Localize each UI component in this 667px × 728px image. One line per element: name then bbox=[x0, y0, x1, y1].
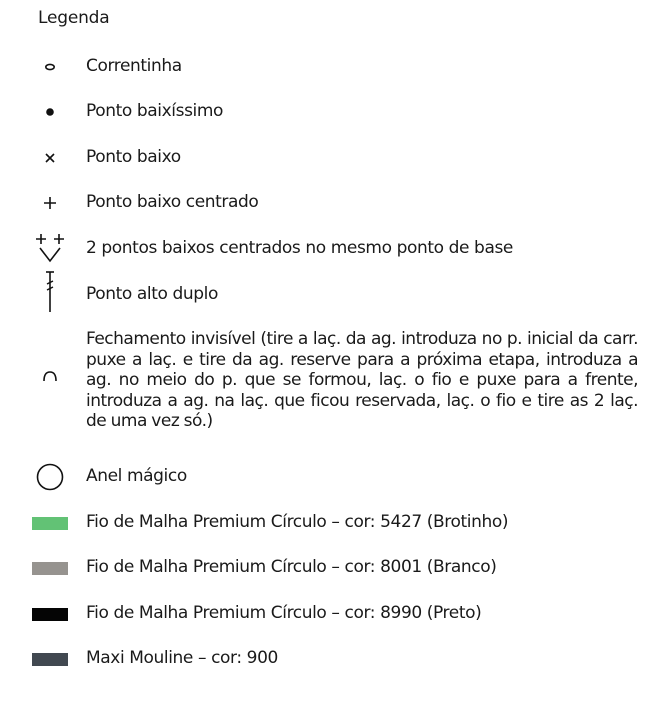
legend-color-green bbox=[0, 512, 667, 534]
legend-color-dark-slate bbox=[0, 648, 667, 670]
legend-item-label: Correntinha bbox=[86, 56, 182, 76]
chain-stitch-icon bbox=[26, 56, 74, 78]
legend-title: Legenda bbox=[38, 8, 110, 28]
slip-stitch-icon bbox=[26, 101, 74, 123]
legend-item-slip-stitch bbox=[0, 101, 667, 123]
legend-item-label: Anel mágico bbox=[86, 466, 187, 486]
color-swatch bbox=[32, 517, 68, 530]
legend-item-increase bbox=[0, 232, 667, 264]
magic-ring-icon bbox=[26, 462, 74, 492]
color-swatch bbox=[32, 608, 68, 621]
legend-item-magic-ring bbox=[0, 462, 667, 492]
legend-color-black bbox=[0, 603, 667, 625]
legend-color-label: Maxi Mouline – cor: 900 bbox=[86, 648, 278, 668]
legend-item-label: Ponto baixíssimo bbox=[86, 101, 224, 121]
color-swatch bbox=[32, 653, 68, 666]
legend-color-label: Fio de Malha Premium Círculo – cor: 8001 (Branco) bbox=[86, 557, 497, 577]
legend-color-label: Fio de Malha Premium Círculo – cor: 5427 (Brotinho) bbox=[86, 512, 509, 532]
legend-item-label: Ponto alto duplo bbox=[86, 284, 218, 304]
double-treble-crochet-icon bbox=[26, 270, 74, 314]
legend-item-single-crochet bbox=[0, 147, 667, 169]
centered-single-crochet-plus-icon bbox=[26, 192, 74, 214]
legend-item-label: Ponto baixo centrado bbox=[86, 192, 259, 212]
legend-item-chain bbox=[0, 56, 667, 78]
invisible-join-arc-icon bbox=[26, 365, 74, 387]
color-swatch bbox=[32, 562, 68, 575]
legend-item-invisible-join bbox=[0, 329, 667, 441]
two-centered-single-crochet-icon bbox=[26, 232, 74, 264]
single-crochet-x-icon bbox=[26, 147, 74, 169]
legend-item-label: 2 pontos baixos centrados no mesmo ponto de base bbox=[86, 238, 513, 258]
legend-color-label: Fio de Malha Premium Círculo – cor: 8990 (Preto) bbox=[86, 603, 482, 623]
legend-item-double-treble bbox=[0, 270, 667, 314]
legend-item-label: Ponto baixo bbox=[86, 147, 181, 167]
legend-item-centered-single-crochet bbox=[0, 192, 667, 214]
legend-color-gray bbox=[0, 557, 667, 579]
legend-item-description: Fechamento invisível (tire a laç. da ag. introduza no p. inicial da carr. puxe a laç. e tire da ag. reserve para a próxima etapa, introduza a ag. no meio do p. que se formou, laç. o fio e puxe para a frente, introduza a ag. na laç. que ficou reservada, laç. o fio e tire as 2 laç. de uma vez só.) bbox=[86, 329, 638, 431]
